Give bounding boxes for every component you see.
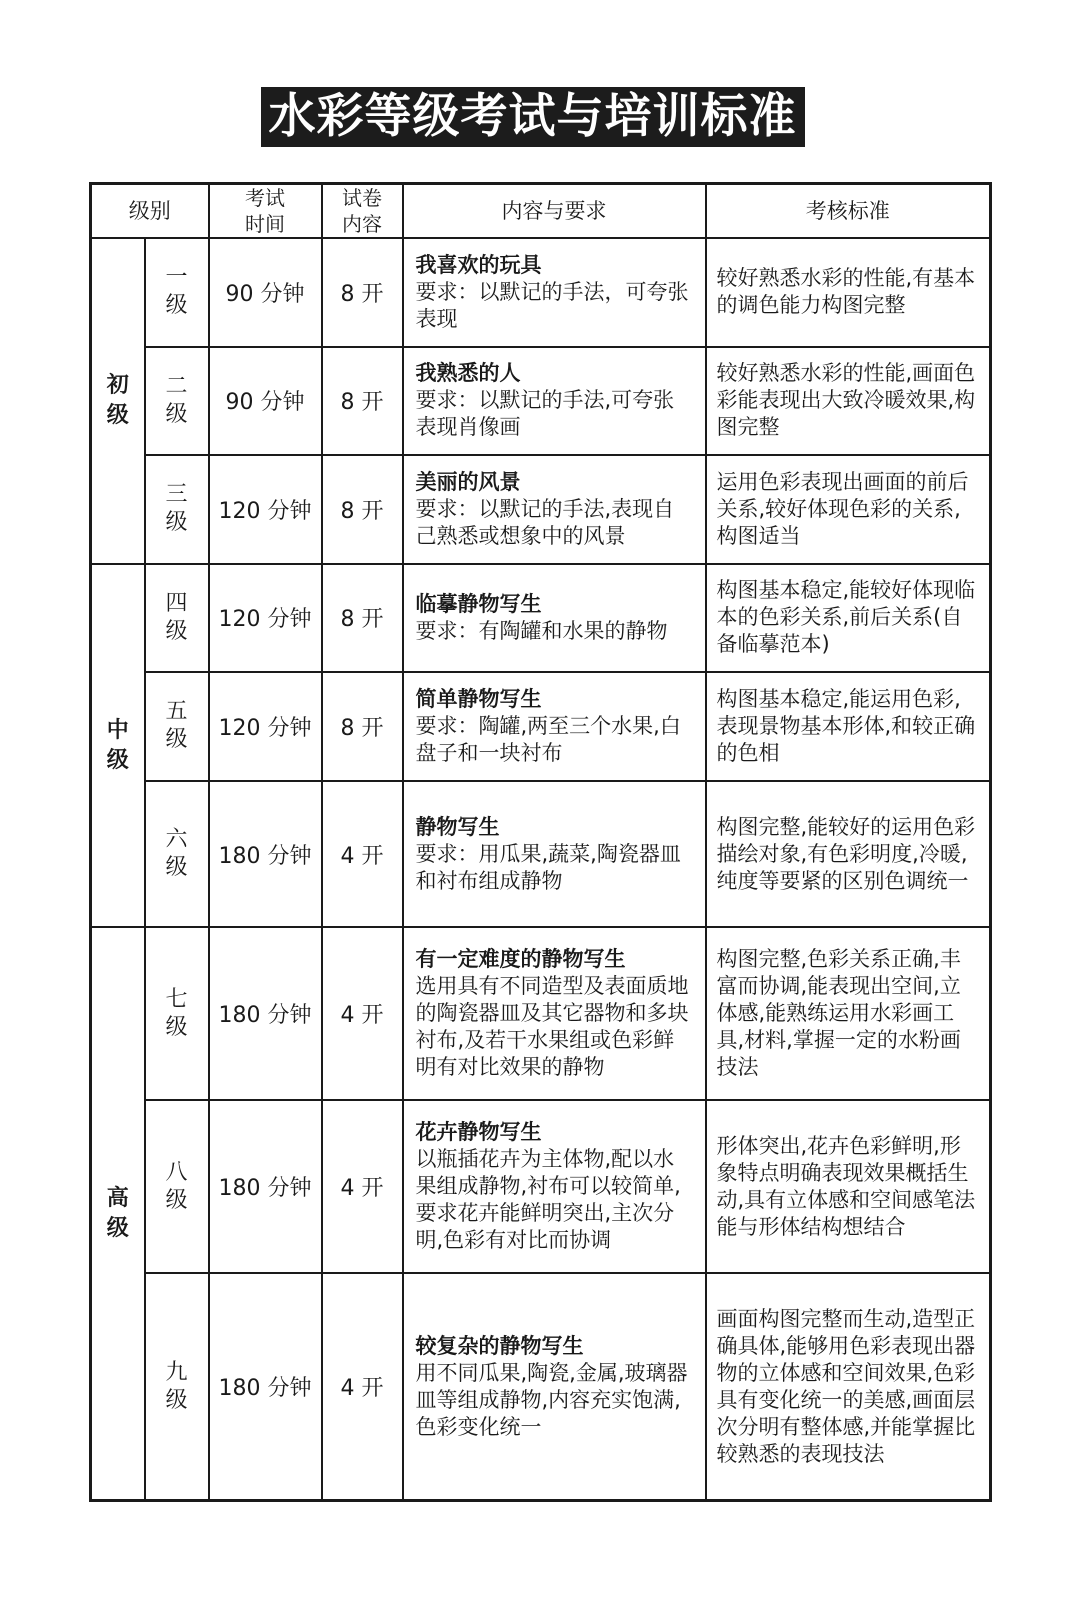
grade-label: 四级 (165, 590, 188, 644)
paper-size: 8 开 (322, 238, 403, 347)
content-title: 静物写生 (415, 814, 500, 839)
criteria-text: 构图基本稳定,能较好体现临本的色彩关系,前后关系(自备临摹范本) (706, 564, 991, 673)
content-title: 临摹静物写生 (415, 591, 542, 616)
grade-cell (145, 927, 209, 1100)
content-cell (403, 347, 706, 456)
content-title: 简单静物写生 (415, 686, 542, 711)
exam-time: 120 分钟 (209, 455, 322, 564)
content-body: 选用具有不同造型及表面质地的陶瓷器皿及其它器物和多块衬布,及若干水果组或色彩鲜明有对比效果的静物 (415, 974, 689, 1080)
grade-cell (145, 1100, 209, 1273)
table-row (91, 347, 991, 456)
header-row (91, 184, 991, 239)
exam-time: 180 分钟 (209, 927, 322, 1100)
content-title: 有一定难度的静物写生 (415, 947, 626, 972)
paper-size: 8 开 (322, 347, 403, 456)
paper-size: 8 开 (322, 564, 403, 673)
level-label: 高级 (106, 1185, 129, 1241)
content-cell (403, 564, 706, 673)
title-wrap (0, 87, 1065, 147)
criteria-text: 构图完整,能较好的运用色彩描绘对象,有色彩明度,冷暖,纯度等要紧的区别色调统一 (706, 781, 991, 928)
header-time-text: 考试时间 (245, 186, 285, 236)
content-cell (403, 238, 706, 347)
content-body: 要求：以默记的手法，可夸张表现 (415, 279, 689, 331)
exam-time: 120 分钟 (209, 672, 322, 781)
content-cell (403, 927, 706, 1100)
grade-cell (145, 347, 209, 456)
grade-label: 二级 (165, 373, 188, 427)
exam-time: 90 分钟 (209, 347, 322, 456)
header-level: 级别 (91, 184, 209, 239)
content-title: 美丽的风景 (415, 469, 521, 494)
content-body: 要求：以默记的手法,可夸张表现肖像画 (415, 388, 675, 440)
paper-size: 4 开 (322, 1100, 403, 1273)
grade-label: 五级 (165, 699, 188, 753)
grade-label: 八级 (165, 1159, 188, 1213)
level-label: 中级 (106, 717, 129, 773)
criteria-text: 画面构图完整而生动,造型正确具体,能够用色彩表现出器物的立体感和空间效果,色彩具有变化统一的美感,画面层次分明有整体感,并能掌握比较熟悉的表现技法 (706, 1273, 991, 1500)
grade-cell (145, 564, 209, 673)
table-row (91, 1273, 991, 1500)
table-row (91, 781, 991, 928)
content-body: 要求：有陶罐和水果的静物 (415, 618, 668, 643)
criteria-text: 形体突出,花卉色彩鲜明,形象特点明确表现效果概括生动,具有立体感和空间感笔法能与形体结构想结合 (706, 1100, 991, 1273)
exam-time: 180 分钟 (209, 781, 322, 928)
header-paper-text: 试卷内容 (342, 186, 382, 236)
paper-size: 4 开 (322, 1273, 403, 1500)
table-row (91, 1100, 991, 1273)
grade-label: 一级 (165, 265, 188, 319)
exam-time: 180 分钟 (209, 1100, 322, 1273)
criteria-text: 构图完整,色彩关系正确,丰富而协调,能表现出空间,立体感,能熟练运用水彩画工具,材料,掌握一定的水粉画技法 (706, 927, 991, 1100)
level-cell (91, 564, 145, 928)
level-label: 初级 (106, 372, 129, 428)
grade-label: 九级 (165, 1359, 188, 1413)
exam-time: 90 分钟 (209, 238, 322, 347)
table-row (91, 564, 991, 673)
content-body: 以瓶插花卉为主体物,配以水果组成静物,衬布可以较简单,要求花卉能鲜明突出,主次分明,色彩有对比而协调 (415, 1147, 681, 1253)
page-title: 水彩等级考试与培训标准 (261, 87, 805, 147)
content-title: 我熟悉的人 (415, 361, 521, 386)
table-row (91, 455, 991, 564)
grade-label: 三级 (165, 482, 188, 536)
level-cell (91, 238, 145, 564)
header-paper (322, 184, 403, 239)
exam-time: 120 分钟 (209, 564, 322, 673)
content-title: 较复杂的静物写生 (415, 1333, 584, 1358)
paper-size: 8 开 (322, 672, 403, 781)
grade-cell (145, 672, 209, 781)
level-cell (91, 927, 145, 1500)
header-content: 内容与要求 (403, 184, 706, 239)
content-cell (403, 455, 706, 564)
grade-label: 七级 (165, 986, 188, 1040)
content-cell (403, 1100, 706, 1273)
header-time (209, 184, 322, 239)
content-cell (403, 781, 706, 928)
content-body: 要求：陶罐,两至三个水果,白盘子和一块衬布 (415, 713, 681, 765)
content-title: 我喜欢的玩具 (415, 252, 542, 277)
content-body: 要求：用瓜果,蔬菜,陶瓷器皿和衬布组成静物 (415, 841, 681, 893)
grade-cell (145, 1273, 209, 1500)
content-cell (403, 1273, 706, 1500)
content-body: 要求：以默记的手法,表现自己熟悉或想象中的风景 (415, 496, 675, 548)
standards-table (89, 182, 992, 1502)
criteria-text: 构图基本稳定,能运用色彩,表现景物基本形体,和较正确的色相 (706, 672, 991, 781)
header-criteria: 考核标准 (706, 184, 991, 239)
paper-size: 8 开 (322, 455, 403, 564)
grade-cell (145, 455, 209, 564)
content-cell (403, 672, 706, 781)
paper-size: 4 开 (322, 927, 403, 1100)
criteria-text: 较好熟悉水彩的性能,画面色彩能表现出大致冷暖效果,构图完整 (706, 347, 991, 456)
grade-cell (145, 238, 209, 347)
criteria-text: 运用色彩表现出画面的前后关系,较好体现色彩的关系,构图适当 (706, 455, 991, 564)
criteria-text: 较好熟悉水彩的性能,有基本的调色能力构图完整 (706, 238, 991, 347)
paper-size: 4 开 (322, 781, 403, 928)
content-title: 花卉静物写生 (415, 1120, 542, 1145)
table-row (91, 238, 991, 347)
exam-time: 180 分钟 (209, 1273, 322, 1500)
table-row (91, 672, 991, 781)
content-body: 用不同瓜果,陶瓷,金属,玻璃器皿等组成静物,内容充实饱满,色彩变化统一 (415, 1360, 688, 1439)
grade-label: 六级 (165, 827, 188, 881)
grade-cell (145, 781, 209, 928)
table-row (91, 927, 991, 1100)
